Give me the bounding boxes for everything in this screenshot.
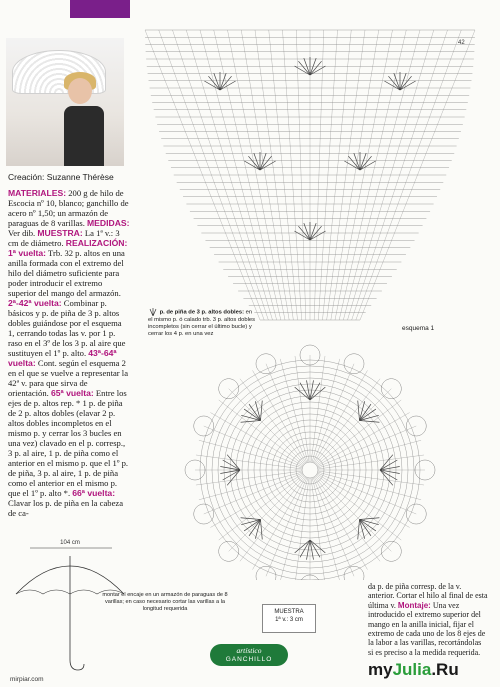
magazine-logo <box>210 644 288 666</box>
instruction-heading: 2ª-42ª vuelta: <box>8 298 62 308</box>
instruction-body: 200 g de hilo de Escocia nº 10, blanco; ganchillo de acero nº 1,50; un armazón de paraguas de 8 varillas. <box>8 188 129 228</box>
crochet-chart <box>140 20 485 580</box>
photo-credit: Creación: Suzanne Thérèse <box>8 172 114 182</box>
instruction-heading: 43ª-64ª vuelta: <box>8 348 117 368</box>
model-face <box>68 78 92 104</box>
instructions-column <box>8 172 130 518</box>
continuation-text <box>368 574 488 665</box>
instruction-body: Clavar los p. de piña en la cabeza de ca- <box>8 498 124 518</box>
brand-prefix: my <box>368 660 393 679</box>
continuation-body: Una vez introducido el extremo superior del mango en la anilla inicial, fijar el extremo de cada uno de los 8 ejes de la labor a las varillas, recortándolas si es preciso a la medida requerida. <box>368 600 486 657</box>
instruction-body: Ver dib. <box>8 228 38 238</box>
legend-text: en el mismo p. ó calado trb. 3 p. altos dobles incompletos (sin cerrar el último bucle) y cerrar los 4 p. en una vez <box>148 309 255 337</box>
instruction-body: Entre los ejes de p. altos rep. * 1 p. de piña de 2 p. altos dobles (elavar 2 p. altos dobles incompletos en el mismo p. y cerrar los 3 bucles en una vez) clavado en el p. corresp., 3 p. al aire, 1 p. de piña como el anterior en el mismo p. que el 1º p. de piña, 3 p. al aire, 1 p. de piña como el anterior en el mismo p. que el 1º p. alto *. <box>8 388 129 498</box>
umbrella-caption: montar el encaje en un armazón de paraguas de 8 varillas; en caso necesario cortar las varillas a la longitud requerida <box>102 592 228 612</box>
model-body <box>64 106 104 166</box>
instruction-heading: 65ª vuelta: <box>50 388 94 398</box>
instruction-heading: MEDIDAS: <box>87 218 130 228</box>
swatch-value: 1ª v.: 3 cm <box>275 617 303 623</box>
instruction-heading: MUESTRA: <box>37 228 83 238</box>
instruction-body: Cont. según el esquema 2 en el que se vuelve a representar la 42ª v. para que sirva de orientación. <box>8 358 129 398</box>
instructions-text <box>8 188 130 518</box>
legend-title: p. de piña de 3 p. altos dobles: <box>159 309 245 316</box>
instruction-heading: MATERIALES: <box>8 188 67 198</box>
stitch-legend <box>148 308 258 338</box>
diagram-label: esquema 1 <box>402 325 435 332</box>
swatch-box <box>262 604 316 633</box>
row-number-label: 42 <box>458 40 465 46</box>
swatch-title: MUESTRA <box>274 609 304 615</box>
source-site: mirpiar.com <box>10 676 44 683</box>
instruction-body: Trb. 32 p. altos en una anilla formada con el extremo del hilo del diámetro suficiente para poder introducir el extremo superior del mango del armazón. <box>8 248 125 298</box>
brand-suffix: .Ru <box>431 660 459 679</box>
logo-line1: artístico <box>236 646 262 655</box>
brand-accent: Julia <box>392 660 432 679</box>
instruction-heading: 66ª vuelta: <box>72 488 116 498</box>
header-tab <box>70 0 130 18</box>
umbrella-width-label: 104 cm <box>60 540 80 546</box>
logo-line2: GANCHILLO <box>225 656 273 663</box>
continuation-body: da p. de piña corresp. de la v. anterior. Cortar el hilo al final de esta última v. <box>368 582 488 610</box>
continuation-heading: Montaje: <box>397 600 431 610</box>
instruction-body: La 1ª v.: 3 cm de diámetro. <box>8 228 120 248</box>
instruction-body: Combinar p. básicos y p. de piña de 3 p. altos dobles guiándose por el esquema 1, cerrando todas las v. por 1 p. raso en el 3º de los 3 p. al aire que sustituyen el 1º p. alto. <box>8 298 126 358</box>
umbrella-photo <box>6 38 124 166</box>
site-watermark <box>368 660 459 680</box>
puff-stitch-icon <box>148 308 158 316</box>
instruction-heading: REALIZACIÓN: 1ª vuelta: <box>8 238 128 258</box>
